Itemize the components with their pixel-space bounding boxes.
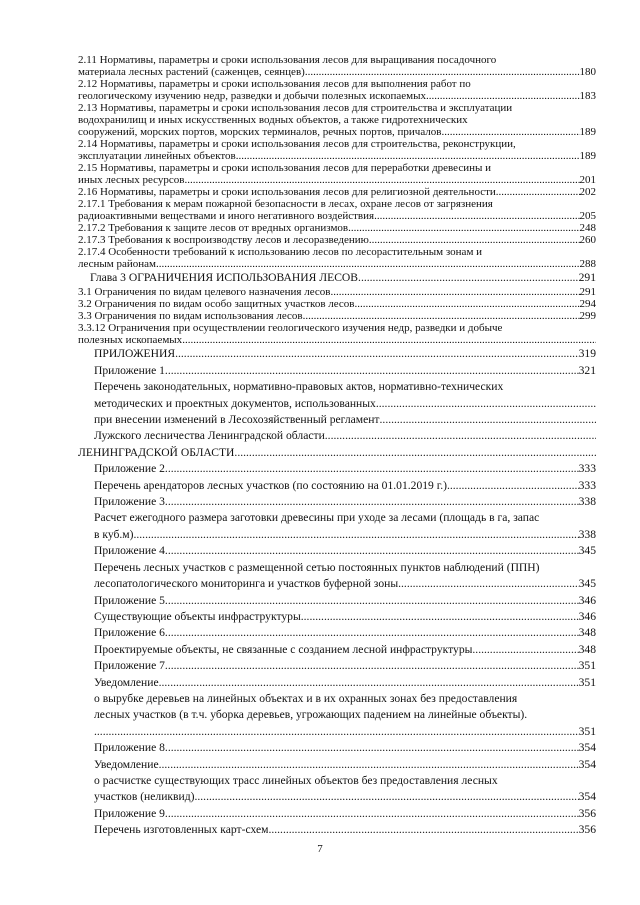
toc-page-number: 294: [579, 298, 596, 311]
toc-page-number: 248: [579, 222, 596, 234]
toc-entry: [78, 478, 596, 494]
toc-entry: [78, 138, 596, 162]
toc-entry: [78, 363, 596, 379]
toc-line: [78, 210, 596, 222]
toc-entry: [78, 757, 596, 773]
dot-leader: [165, 543, 579, 559]
toc-entry: [78, 609, 596, 625]
toc-entry-text: Приложение 6: [94, 626, 165, 640]
toc-line: [94, 478, 596, 494]
toc-line: [78, 445, 596, 461]
toc-entry-text: Приложение 1: [94, 363, 165, 377]
toc-line: [94, 363, 596, 379]
toc-entry-text: Уведомление: [94, 675, 159, 689]
toc-line: [78, 234, 596, 246]
toc-entry-text: Перечень лесных участков с размещенной сетью постоянных пунктов наблюдений (ППН): [94, 560, 540, 574]
toc-page-number: 288: [579, 258, 596, 270]
toc-line: [94, 494, 596, 510]
dot-leader: [194, 789, 578, 805]
toc-page-number: 354: [578, 757, 596, 771]
toc-entry-text: ПРИЛОЖЕНИЯ: [94, 347, 176, 361]
toc-entry: [78, 322, 596, 346]
toc-line: [94, 707, 596, 723]
toc-entry: [78, 428, 596, 444]
toc-page-number: 338: [578, 527, 596, 541]
toc-entry-text: в куб.м): [94, 527, 134, 541]
toc-entry: [78, 593, 596, 609]
dot-leader: [355, 298, 580, 310]
toc-line: [94, 461, 596, 477]
toc-page-number: 346: [578, 593, 596, 607]
toc-entry-text: Приложение 5: [94, 593, 165, 607]
toc-line: [94, 543, 596, 559]
toc-line: [94, 822, 596, 838]
toc-page-number: 189: [579, 150, 596, 162]
toc-entry-text: Приложение 7: [94, 659, 165, 673]
toc-page-number: 183: [579, 90, 596, 102]
toc-entry: [78, 691, 596, 740]
dot-leader: [156, 258, 579, 270]
toc-entry-text: водохранилищ и иных искусственных водных объектов, а также гидротехнических: [78, 114, 468, 126]
toc-entry-text: Перечень арендаторов лесных участков (по состоянию на 01.01.2019 г.): [94, 478, 447, 492]
toc-entry: [78, 54, 596, 78]
toc-entry-text: ЛЕНИНГРАДСКОЙ ОБЛАСТИ: [78, 445, 235, 459]
toc-line: [94, 757, 596, 773]
toc-entry-text: Приложение 4: [94, 544, 165, 558]
toc-page-number: 319: [578, 347, 596, 361]
toc-line: [94, 806, 596, 822]
toc-line: [78, 174, 596, 186]
toc-entry-text: 2.12 Нормативы, параметры и сроки использования лесов для выполнения работ по: [78, 78, 471, 90]
dot-leader: [165, 625, 579, 641]
toc-page-number: 356: [578, 806, 596, 820]
toc-page-number: 345: [578, 577, 596, 591]
toc-entry-text: иных лесных ресурсов: [78, 174, 185, 186]
toc-page-number: 348: [578, 626, 596, 640]
toc-entry-text: полезных ископаемых: [78, 334, 183, 347]
dot-leader: [398, 576, 578, 592]
toc-entry: [78, 346, 596, 362]
toc-entry-text: Приложение 3: [94, 495, 165, 509]
dot-leader: [94, 724, 579, 740]
toc-page-number: 346: [578, 609, 596, 623]
toc-line: [94, 675, 596, 691]
toc-line: [94, 396, 596, 412]
toc-entry: [78, 412, 596, 428]
toc-line: [94, 510, 596, 526]
toc-page-number: 354: [578, 741, 596, 755]
dot-leader: [165, 740, 579, 756]
toc-entry-text: материала лесных растений (саженцев, сеянцев): [78, 66, 305, 78]
toc-line: [94, 346, 596, 362]
toc-line: [78, 322, 596, 334]
dot-leader: [376, 396, 596, 412]
toc-entry-text: 2.17.1 Требования к мерам пожарной безопасности в лесах, охране лесов от загрязнения: [78, 198, 493, 210]
toc-line: [78, 138, 596, 150]
dot-leader: [159, 675, 579, 691]
toc-entry: [78, 246, 596, 270]
toc-entry: [78, 461, 596, 477]
toc-entry: [78, 445, 596, 461]
toc-entry: [78, 379, 596, 412]
toc-entry-text: 3.1 Ограничения по видам целевого назначения лесов: [78, 286, 331, 299]
dot-leader: [236, 150, 580, 162]
toc-entry-text: лесопатологического мониторинга и участков буферной зоны: [94, 577, 399, 591]
toc-line: [94, 625, 596, 641]
toc-line: [78, 298, 596, 310]
toc-entry-text: участков (неликвид): [94, 790, 195, 804]
toc-entry: [78, 102, 596, 138]
page-number: 7: [317, 843, 323, 855]
toc-entry-text: Уведомление: [94, 757, 159, 771]
toc-page-number: 345: [578, 544, 596, 558]
toc-line: [78, 162, 596, 174]
toc-entry-text: Глава 3 ОГРАНИЧЕНИЯ ИСПОЛЬЗОВАНИЯ ЛЕСОВ: [90, 271, 359, 284]
toc-line: [78, 102, 596, 114]
toc-entry-text: 2.16 Нормативы, параметры и сроки использования лесов для религиозной деятельности: [78, 186, 496, 198]
toc-line: [94, 379, 596, 395]
toc-line: [90, 270, 596, 286]
toc-page-number: 333: [578, 478, 596, 492]
dot-leader: [175, 346, 579, 362]
toc-entry: [78, 234, 596, 246]
dot-leader: [303, 310, 580, 322]
toc-entry: [78, 560, 596, 593]
toc-entry-text: Приложение 2: [94, 462, 165, 476]
toc-line: [78, 186, 596, 198]
toc-line: [94, 593, 596, 609]
dot-leader: [165, 658, 579, 674]
toc-page-number: 180: [579, 66, 596, 78]
dot-leader: [159, 757, 579, 773]
toc-line: [78, 286, 596, 298]
dot-leader: [374, 210, 579, 222]
dot-leader: [369, 234, 580, 246]
toc-entry: [78, 625, 596, 641]
toc-line: [78, 334, 596, 346]
toc-line: [78, 114, 596, 126]
toc-entry-text: Лужского лесничества Ленинградской области: [94, 429, 325, 443]
toc-line: [78, 90, 596, 102]
dot-leader: [305, 66, 580, 78]
dot-leader: [165, 593, 579, 609]
dot-leader: [472, 642, 578, 658]
dot-leader: [184, 174, 579, 186]
toc-entry-text: Существующие объекты инфраструктуры: [94, 609, 301, 623]
toc-page-number: 354: [578, 790, 596, 804]
toc-line: [94, 724, 596, 740]
toc-entry: [78, 740, 596, 756]
toc-entry-text: Перечень законодательных, нормативно-правовых актов, нормативно-технических: [94, 380, 504, 394]
toc-line: [78, 246, 596, 258]
toc-line: [94, 642, 596, 658]
dot-leader: [165, 363, 579, 379]
toc-page-number: 321: [578, 363, 596, 377]
toc-line: [78, 126, 596, 138]
dot-leader: [182, 334, 596, 346]
toc-entry-text: 2.13 Нормативы, параметры и сроки использования лесов для строительства и эксплуатации: [78, 102, 513, 114]
toc-page-number: 201: [579, 174, 596, 186]
toc-entry-text: 2.14 Нормативы, параметры и сроки использования лесов для строительства, реконструкции,: [78, 138, 516, 150]
toc-entry-text: при внесении изменений в Лесохозяйственный регламент: [94, 413, 380, 427]
toc-line: [78, 222, 596, 234]
toc-line: [94, 560, 596, 576]
toc-line: [94, 428, 596, 444]
dot-leader: [447, 478, 579, 494]
toc-line: [94, 576, 596, 592]
toc-entry-text: Приложение 9: [94, 806, 165, 820]
toc-entry: [78, 270, 596, 286]
toc-line: [78, 54, 596, 66]
toc-entry-text: Расчет ежегодного размера заготовки древесины при уходе за лесами (площадь в га, запас: [94, 511, 540, 525]
toc-line: [94, 527, 596, 543]
toc-entry-text: методических и проектных документов, использованных: [94, 396, 376, 410]
table-of-contents: [78, 54, 596, 839]
toc-entry-text: Проектируемые объекты, не связанные с созданием лесной инфраструктуры: [94, 642, 473, 656]
toc-entry: [78, 222, 596, 234]
toc-page-number: 291: [578, 271, 596, 284]
toc-line: [94, 740, 596, 756]
toc-line: [94, 658, 596, 674]
dot-leader: [358, 270, 579, 286]
toc-entry-text: лесным районам: [78, 258, 157, 270]
toc-entry-text: 3.3.12 Ограничения при осуществлении геологического изучения недр, разведки и добыче: [78, 322, 503, 335]
dot-leader: [325, 428, 596, 444]
toc-entry-text: сооружений, морских портов, морских терминалов, речных портов, причалов: [78, 126, 442, 138]
toc-entry-text: о расчистке существующих трасс линейных объектов без предоставления лесных: [94, 773, 498, 787]
toc-page-number: 351: [578, 659, 596, 673]
toc-entry-text: 2.17.2 Требования к защите лесов от вредных организмов: [78, 222, 349, 234]
toc-line: [78, 66, 596, 78]
toc-entry-text: геологическому изучению недр, разведки и добычи полезных ископаемых: [78, 90, 426, 102]
toc-line: [78, 310, 596, 322]
dot-leader: [234, 445, 596, 461]
dot-leader: [330, 286, 579, 298]
toc-entry-text: эксплуатации линейных объектов: [78, 150, 236, 162]
toc-entry: [78, 675, 596, 691]
dot-leader: [426, 90, 580, 102]
dot-leader: [165, 461, 579, 477]
toc-entry: [78, 78, 596, 102]
toc-page-number: 202: [579, 186, 596, 198]
dot-leader: [301, 609, 579, 625]
toc-entry: [78, 298, 596, 310]
toc-page-number: 356: [578, 823, 596, 837]
toc-entry-text: 3.3 Ограничения по видам использования лесов: [78, 310, 303, 323]
dot-leader: [496, 186, 580, 198]
dot-leader: [165, 494, 579, 510]
toc-entry: [78, 658, 596, 674]
toc-entry: [78, 510, 596, 543]
toc-page-number: 299: [579, 310, 596, 323]
toc-entry-text: радиоактивными веществами и иного негативного воздействия: [78, 210, 375, 222]
toc-entry: [78, 806, 596, 822]
toc-entry-text: 2.17.3 Требования к воспроизводству лесов и лесоразведению: [78, 234, 369, 246]
toc-line: [94, 609, 596, 625]
toc-page-number: 260: [579, 234, 596, 246]
toc-page-number: 189: [579, 126, 596, 138]
toc-entry: [78, 310, 596, 322]
toc-entry: [78, 286, 596, 298]
toc-entry-text: 2.15 Нормативы, параметры и сроки использования лесов для переработки древесины и: [78, 162, 492, 174]
toc-entry-text: 3.2 Ограничения по видам особо защитных участков лесов: [78, 298, 355, 311]
toc-page-number: 338: [578, 495, 596, 509]
toc-entry-text: о вырубке деревьев на линейных объектах и в их охранных зонах без предоставления: [94, 691, 518, 705]
toc-line: [78, 198, 596, 210]
toc-entry-text: 2.17.4 Особенности требований к использованию лесов по лесорастительным зонам и: [78, 246, 483, 258]
toc-line: [94, 412, 596, 428]
toc-page-number: 291: [579, 286, 596, 299]
toc-entry-text: Приложение 8: [94, 741, 165, 755]
toc-page-number: 348: [578, 642, 596, 656]
toc-entry: [78, 162, 596, 186]
toc-page-number: 351: [578, 724, 596, 738]
toc-entry-text: Перечень изготовленных карт-схем: [94, 823, 269, 837]
toc-line: [78, 78, 596, 90]
toc-page-number: 351: [578, 675, 596, 689]
toc-entry-text: 2.11 Нормативы, параметры и сроки использования лесов для выращивания посадочного: [78, 54, 497, 66]
toc-entry: [78, 186, 596, 198]
toc-entry: [78, 773, 596, 806]
toc-page-number: 333: [578, 462, 596, 476]
toc-line: [78, 258, 596, 270]
toc-entry: [78, 642, 596, 658]
toc-page-number: 205: [579, 210, 596, 222]
toc-entry: [78, 822, 596, 838]
dot-leader: [442, 126, 580, 138]
dot-leader: [348, 222, 579, 234]
dot-leader: [133, 527, 578, 543]
toc-entry: [78, 543, 596, 559]
toc-entry: [78, 198, 596, 222]
toc-entry-text: лесных участков (в т.ч. уборка деревьев, угрожающих падением на линейные объекты).: [94, 708, 528, 722]
toc-line: [94, 773, 596, 789]
toc-line: [94, 691, 596, 707]
toc-entry: [78, 494, 596, 510]
toc-line: [78, 150, 596, 162]
toc-line: [94, 789, 596, 805]
dot-leader: [268, 822, 578, 838]
dot-leader: [165, 806, 579, 822]
dot-leader: [380, 412, 596, 428]
